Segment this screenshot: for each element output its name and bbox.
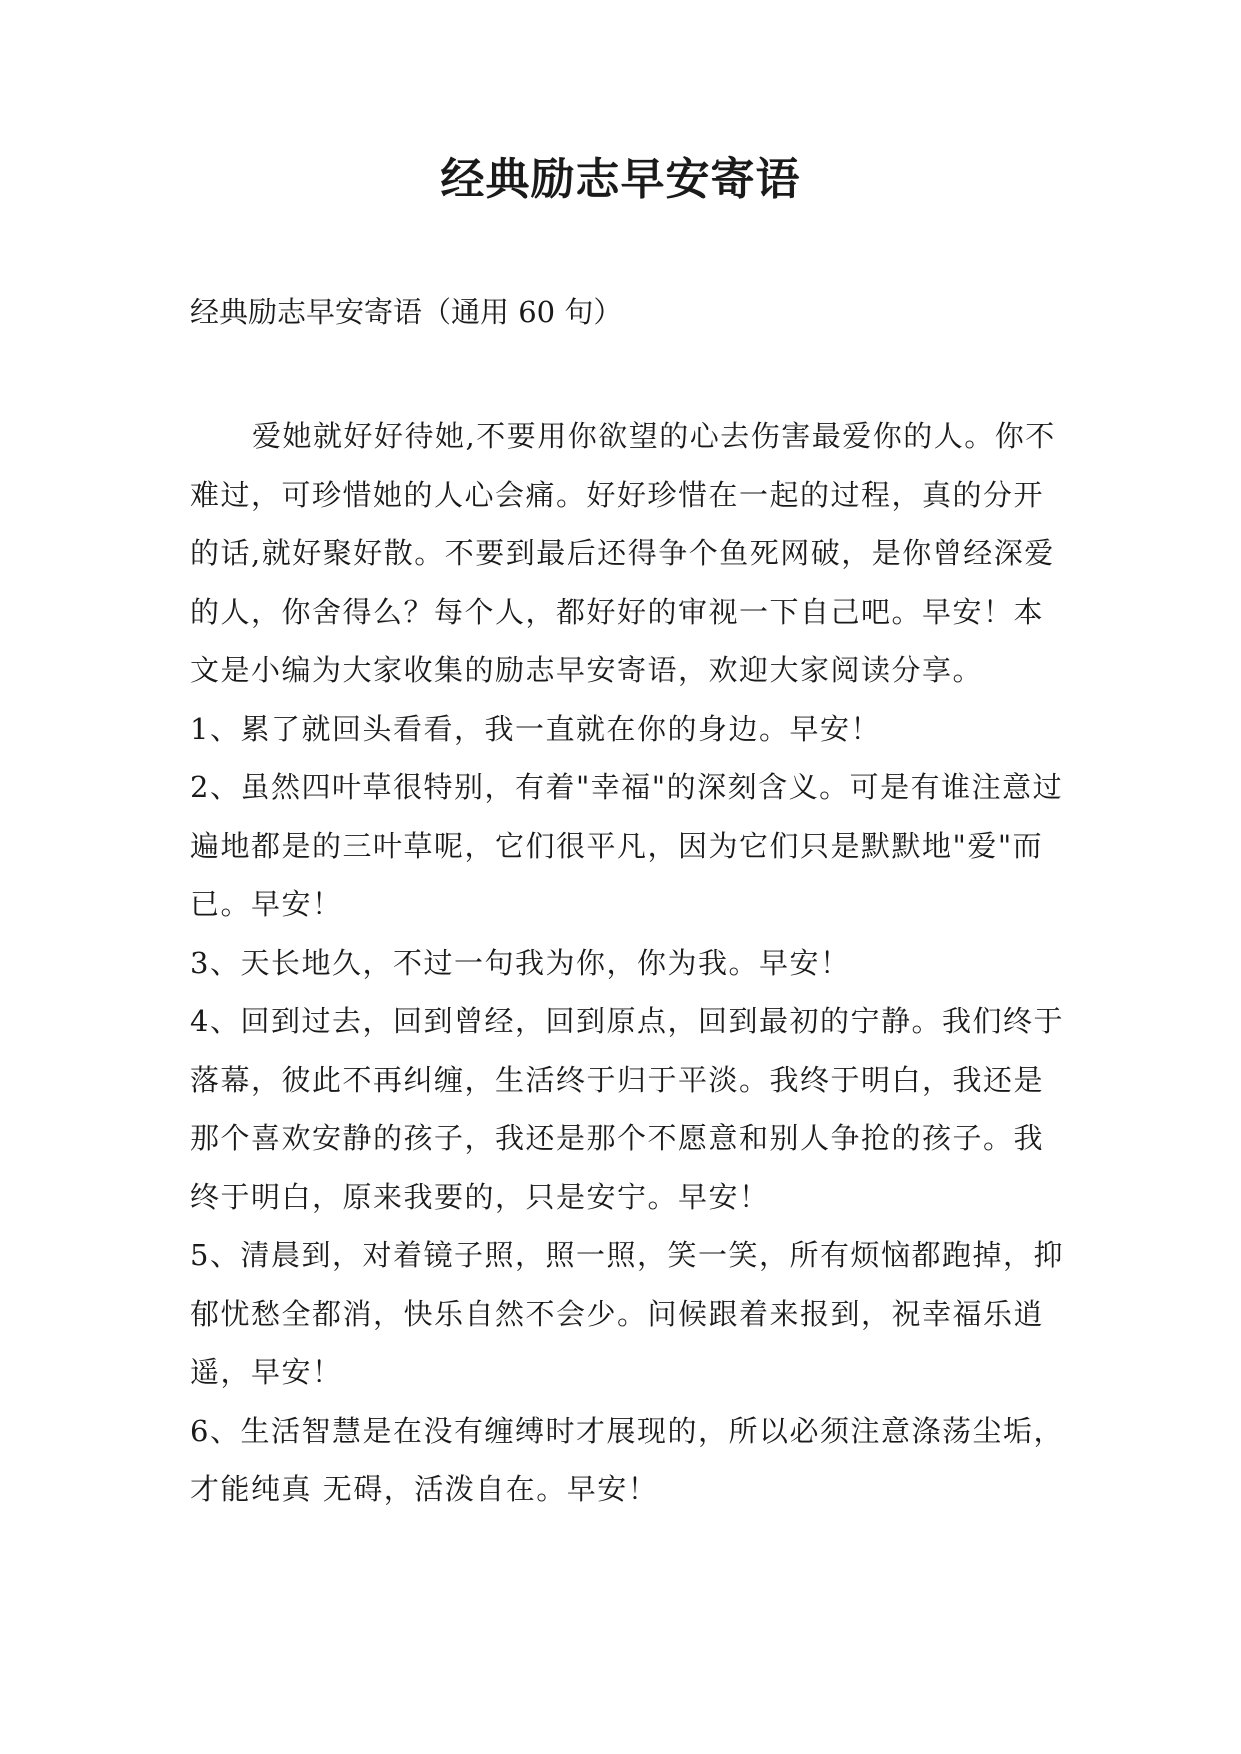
list-item: 5、清晨到，对着镜子照，照一照，笑一笑，所有烦恼都跑掉，抑郁忧愁全都消，快乐自然不会少。问候跟着来报到，祝幸福乐逍遥，早安！ xyxy=(190,1238,1064,1389)
document-title: 经典励志早安寄语 xyxy=(440,154,801,205)
document-subtitle: 经典励志早安寄语（通用 60 句） xyxy=(190,295,623,329)
intro-paragraph: 爱她就好好待她,不要用你欲望的心去伤害最爱你的人。你不难过，可珍惜她的人心会痛。好好珍惜在一起的过程，真的分开的话,就好聚好散。不要到最后还得争个鱼死网破，是你曾经深爱的人，你舍得么？每个人，都好好的审视一下自己吧。早安！本文是小编为大家收集的励志早安寄语，欢迎大家阅读分享。 xyxy=(190,419,1056,687)
list-item: 4、回到过去，回到曾经，回到原点，回到最初的宁静。我们终于落幕，彼此不再纠缠，生活终于归于平淡。我终于明白，我还是那个喜欢安静的孩子，我还是那个不愿意和别人争抢的孩子。我终于明白，原来我要的，只是安宁。早安！ xyxy=(190,1004,1064,1214)
list-item: 6、生活智慧是在没有缠缚时才展现的，所以必须注意涤荡尘垢，才能纯真 无碍，活泼自在。早安！ xyxy=(190,1413,1064,1506)
list-item: 3、天长地久，不过一句我为你，你为我。早安！ xyxy=(190,945,851,980)
list-item: 2、虽然四叶草很特别，有着"幸福"的深刻含义。可是有谁注意过遍地都是的三叶草呢，它们很平凡，因为它们只是默默地"爱"而已。早安！ xyxy=(190,770,1064,921)
list-item: 1、累了就回头看看，我一直就在你的身边。早安！ xyxy=(190,711,881,746)
document-body xyxy=(190,407,1070,1519)
